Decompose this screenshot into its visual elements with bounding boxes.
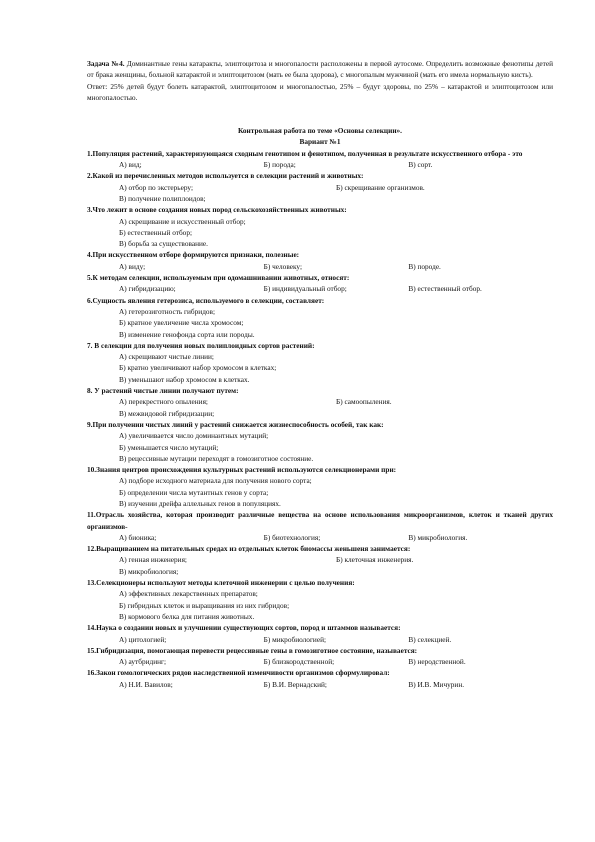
answer-option: Б) клеточная инженерия. — [336, 555, 414, 565]
question-text: 8. У растений чистые линии получают путем: — [87, 386, 239, 396]
task-4-text: Доминантные гены катаракты, элиптоцитоза и многопалости расположены в первой аутосоме. Определить возможные фенотипы детей от брака женщины, больной катарактой и элиптоцитозом (мать ее была здорова), с многопалым мужчиной (мать его имела нормальную кисть). — [87, 59, 553, 80]
answer-option: В) селекцией. — [408, 634, 452, 644]
answer-option: Б) биотехнология; — [263, 532, 321, 542]
answer-option: В) изучении дрейфа аллельных генов в популяциях. — [119, 498, 281, 508]
answer-option: В) естественный отбор. — [408, 284, 482, 294]
answer-option: А) Н.И. Вавилов; — [119, 679, 173, 689]
answer-option: А) гетерозиготность гибридов; — [119, 306, 216, 316]
question-text: 7. В селекции для получения новых полиплоидных сортов растений: — [87, 340, 315, 350]
question-text: 16.Закон гомологических рядов наследственной изменчивости организмов сформулировал: — [87, 668, 390, 678]
question-text: 13.Селекционеры используют методы клеточной инженерии с целью получения: — [87, 578, 355, 588]
question-text: 2.Какой из перечисленных методов используется в селекции растений и животных: — [87, 171, 364, 181]
question-text: 10.Знания центров происхождения культурных растений используются селекционерами при: — [87, 465, 397, 475]
answer-option: А) аутбридинг; — [119, 657, 167, 667]
task-4-label: Задача №4. — [87, 59, 125, 68]
question-text: 3.Что лежит в основе создания новых пород сельскохозяйственных животных: — [87, 205, 347, 215]
answer-option: В) получение полиплоидов; — [119, 193, 206, 203]
question-text: 1.Популяция растений, характеризующаяся сходным генотипом и фенотипом, полученная в результате искусственного отбора - это — [87, 148, 523, 158]
answer-option: Б) определении числа мутантных генов у сорта; — [119, 487, 269, 497]
question-list — [87, 148, 553, 690]
answer-option: А) генная инженерия; — [119, 555, 187, 565]
variant-heading: Вариант №1 — [299, 137, 341, 147]
task-4-paragraph — [87, 58, 553, 81]
answer-option: В) сорт. — [408, 160, 433, 170]
document-page — [87, 58, 553, 690]
answer-option: В) микробиология. — [408, 532, 468, 542]
answer-option: А) эффективных лекарственных препаратов; — [119, 589, 258, 599]
answer-option: А) виду; — [119, 261, 146, 271]
question-text: 9.При получении чистых линий у растений снижается жизнеспособность особей, так как: — [87, 419, 384, 429]
question-text: 12.Выращиванием на питательных средах из отдельных клеток биомассы женьшеня занимается: — [87, 544, 411, 554]
answer-option: А) гибридизацию; — [119, 284, 176, 294]
answer-option: Б) кратно увеличивают набор хромосом в клетках; — [119, 363, 277, 373]
answer-option: Б) В.И. Вернадский; — [263, 679, 327, 689]
answer-option: А) перекрестного опыления; — [119, 397, 208, 407]
answer-option: А) бионика; — [119, 532, 157, 542]
answer-option: Б) близкородственной; — [263, 657, 335, 667]
test-heading: Контрольная работа по теме «Основы селекции». — [237, 126, 403, 136]
answer-option: А) цитологией; — [119, 634, 167, 644]
answer-option: А) скрещивают чистые линии; — [119, 352, 214, 362]
answer-option: А) вид; — [119, 160, 142, 170]
task-4-answer: Ответ: 25% детей будут болеть катарактой, элиптоцитозом и многопалостью, 25% – будут здоровы, по 25% – катарактой и элиптоцитозом или многопалостью. — [87, 81, 553, 102]
question-text: 5.К методам селекции, используемым при одомашнивании животных, относят: — [87, 273, 350, 283]
answer-option: В) микробиология; — [119, 566, 179, 576]
answer-option: В) уменьшают набор хромосом в клетках. — [119, 374, 250, 384]
question-text: 14.Наука о создании новых и улучшении существующих сортов, пород и штаммов называется: — [87, 623, 401, 633]
answer-option: В) И.В. Мичурин. — [408, 679, 465, 689]
answer-option: А) увеличивается число доминантных мутаций; — [119, 431, 269, 441]
answer-option: В) породе. — [408, 261, 441, 271]
answer-option: Б) кратное увеличение числа хромосом; — [119, 318, 244, 328]
answer-option: В) изменение генофонда сорта или породы. — [119, 329, 255, 339]
question-text: 15.Гибридизация, помогающая перевести рецессивные гены в гомозиготное состояние, называется: — [87, 645, 418, 655]
question-text: 11.Отрасль хозяйства, которая производит различные вещества на основе использования микроорганизмов, клеток и тканей других организмов- — [87, 510, 553, 531]
answer-option: Б) микробиологией; — [263, 634, 327, 644]
answer-option: Б) скрещивание организмов. — [336, 182, 425, 192]
answer-option: В) рецессивные мутации переходят в гомозиготное состояние. — [119, 453, 314, 463]
answer-option: Б) естественный отбор; — [119, 227, 193, 237]
answer-option: Б) человеку; — [263, 261, 302, 271]
answer-option: Б) порода; — [263, 160, 296, 170]
answer-option: В) неродственной. — [408, 657, 466, 667]
answer-option: Б) уменьшается число мутаций; — [119, 442, 219, 452]
answer-option: А) отбор по экстерьеру; — [119, 182, 193, 192]
answer-option: Б) гибридных клеток и выращивания из них гибридов; — [119, 600, 290, 610]
answer-option: В) кормового белка для питания животных. — [119, 611, 255, 621]
answer-option: А) подборе исходного материала для получения нового сорта; — [119, 476, 312, 486]
question-text: 4.При искусственном отборе формируются признаки, полезные: — [87, 250, 300, 260]
answer-option: В) межвидовой гибридизации; — [119, 408, 215, 418]
answer-option: А) скрещивание и искусственный отбор; — [119, 216, 246, 226]
answer-option: Б) индивидуальный отбор; — [263, 284, 347, 294]
answer-option: В) борьба за существование. — [119, 239, 208, 249]
question-text: 6.Сущность явления гетерозиса, используемого в селекции, составляет: — [87, 295, 325, 305]
answer-option: Б) самоопыления. — [336, 397, 392, 407]
